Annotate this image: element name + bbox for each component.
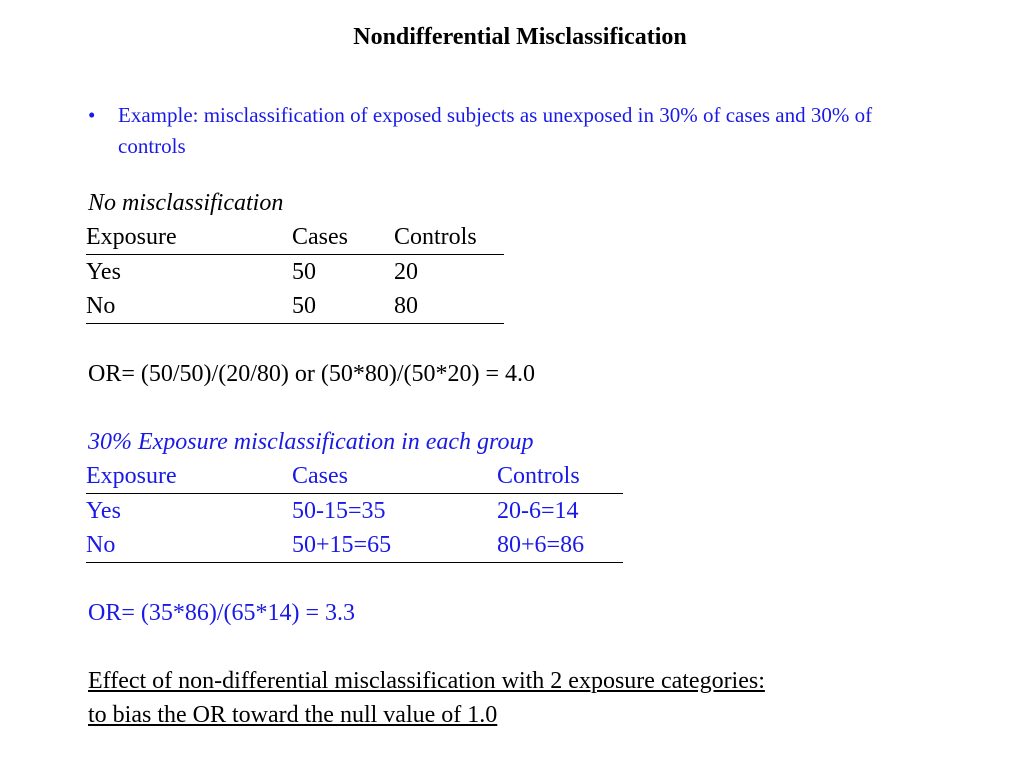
table-row: [86, 528, 623, 563]
odds-ratio-1: OR= (50/50)/(20/80) or (50*80)/(50*20) = 4.0: [88, 361, 536, 387]
slide-title: Nondifferential Misclassification: [353, 24, 687, 50]
cell-cases: 50: [292, 289, 394, 324]
cell-exposure: Yes: [86, 259, 121, 285]
cell-exposure: No: [86, 289, 292, 324]
header-controls: Controls: [394, 220, 504, 255]
cell-exposure: Yes: [86, 498, 121, 524]
cell-controls: 20: [394, 259, 418, 285]
example-text: Example: misclassification of exposed subjects as unexposed in 30% of cases and 30% of controls: [118, 103, 873, 158]
header-cases: Cases: [292, 220, 394, 255]
cell-cases: 50+15=65: [292, 528, 497, 563]
header-exposure: Exposure: [86, 220, 292, 255]
header-controls: Controls: [497, 459, 623, 494]
conclusion-line-2: to bias the OR toward the null value of 1.0: [88, 702, 498, 728]
header-cases: Cases: [292, 459, 497, 494]
cell-exposure: No: [86, 528, 292, 563]
table-row: [86, 289, 504, 324]
odds-ratio-2: OR= (35*86)/(65*14) = 3.3: [88, 600, 356, 626]
table-row: [86, 494, 623, 529]
misclassification-table: [86, 459, 623, 563]
cell-controls: 20-6=14: [497, 498, 579, 524]
section1-heading: No misclassification: [88, 190, 284, 216]
table-row: [86, 255, 504, 290]
section2-heading: 30% Exposure misclassification in each group: [88, 429, 534, 455]
cell-controls: 80+6=86: [497, 528, 623, 563]
bullet-marker: •: [88, 103, 96, 127]
no-misclassification-table: [86, 220, 504, 324]
conclusion-line-1: Effect of non-differential misclassification with 2 exposure categories:: [88, 668, 765, 694]
table-header-row: [86, 459, 623, 494]
cell-controls: 80: [394, 289, 504, 324]
conclusion: [88, 664, 765, 732]
table-header-row: [86, 220, 504, 255]
cell-cases: 50: [292, 259, 316, 285]
header-exposure: Exposure: [86, 459, 292, 494]
cell-cases: 50-15=35: [292, 498, 386, 524]
